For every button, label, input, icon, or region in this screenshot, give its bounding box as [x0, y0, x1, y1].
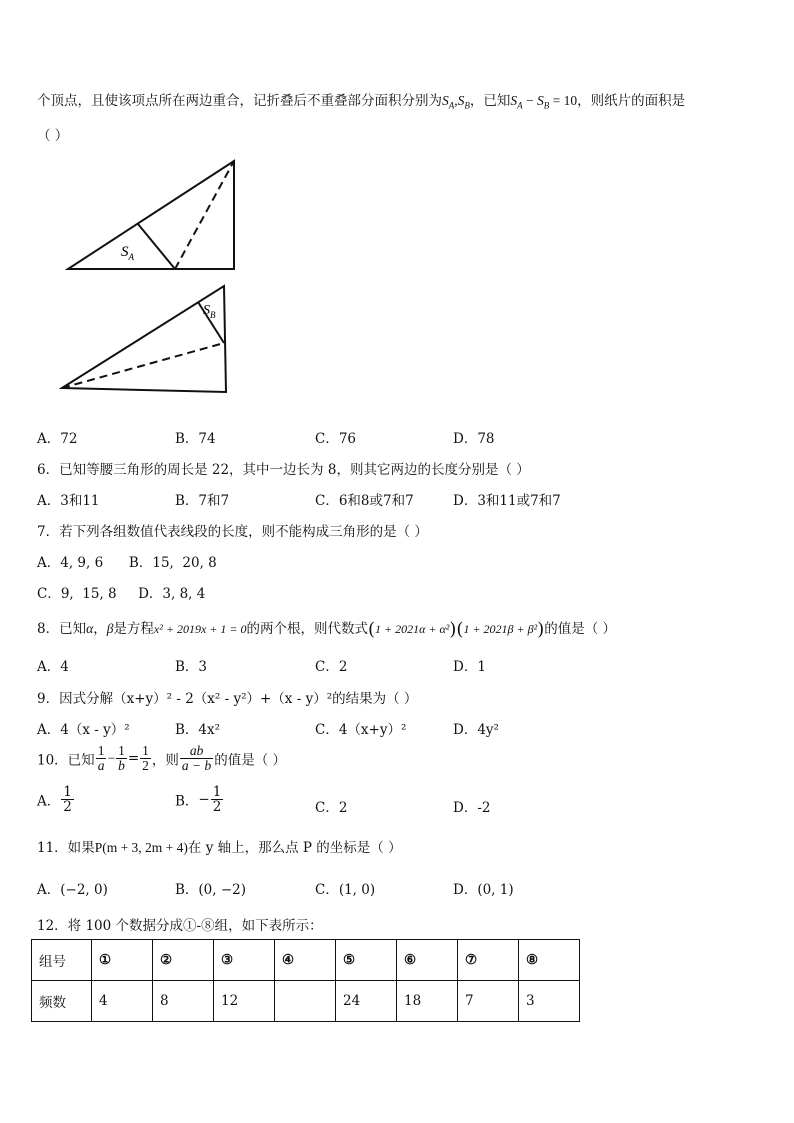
- q8-option-b[interactable]: B．3: [175, 659, 208, 675]
- q9-option-a[interactable]: A．4（x - y）²: [37, 722, 130, 738]
- q6-option-b[interactable]: B．7和7: [175, 493, 230, 509]
- fraction-1-over-b: $\frac{1}{b}$: [118, 743, 125, 774]
- table-header-cell: 组号: [32, 940, 92, 981]
- q5-text-mid: ，已知: [469, 93, 511, 109]
- fraction-ab-over-a-minus-b: $\frac{ab}{a - b}$: [181, 743, 212, 774]
- q5-option-d[interactable]: D．78: [453, 431, 495, 447]
- q8-equation: x² + 2019x + 1 = 0: [153, 622, 247, 636]
- q6-stem: 6．已知等腰三角形的周长是 22，其中一边长为 8，则其它两边的长度分别是（ ）: [37, 462, 530, 478]
- q11-option-d[interactable]: D．(0, 1): [453, 882, 514, 898]
- q5-condition: $S_A - S_B = 10$: [510, 93, 578, 111]
- q8-expr-1: 1 + 2021α + α²: [375, 622, 450, 636]
- sb-label: $S_B$: [203, 303, 216, 320]
- q7-options-row-1[interactable]: A．4, 9, 6 B．15, 20, 8: [37, 555, 217, 571]
- q11-stem: 11．如果P(m + 3, 2m + 4)在 y 轴上，那么点 P 的坐标是（ ）: [37, 840, 402, 856]
- q5-stem-line: 个顶点，且使该项点所在两边重合，记折叠后不重叠部分面积分别为$S_A,S_B$，已知$S_A - S_B = 10$，则纸片的面积是: [37, 93, 686, 111]
- alpha-symbol: α: [86, 621, 94, 636]
- fraction-1-over-a: $\frac{1}{a}$: [97, 743, 105, 774]
- triangle-2-outline: [62, 286, 226, 392]
- q9-option-c[interactable]: C．4（x+y）²: [315, 722, 407, 738]
- q6-option-c[interactable]: C．6和8或7和7: [315, 493, 414, 509]
- beta-symbol: β: [106, 621, 114, 636]
- table-row: [32, 981, 580, 1022]
- table-cell: 3: [519, 981, 580, 1022]
- q6-option-a[interactable]: A．3和11: [37, 493, 100, 509]
- q10-option-b[interactable]: B．− $\frac{1}{2}$: [175, 784, 222, 816]
- triangle-1-outline: [68, 161, 234, 269]
- table-cell: 12: [214, 981, 275, 1022]
- q7-options-row-2[interactable]: C．9, 15, 8 D．3, 8, 4: [37, 586, 206, 602]
- q8-option-a[interactable]: A．4: [37, 659, 69, 675]
- table-cell: ③: [214, 940, 275, 981]
- q9-option-b[interactable]: B．4x²: [175, 722, 221, 738]
- q5-option-b[interactable]: B．74: [175, 431, 216, 447]
- table-row: [32, 940, 580, 981]
- table-cell: ⑧: [519, 940, 580, 981]
- table-cell: ⑤: [336, 940, 397, 981]
- q12-stem: 12．将 100 个数据分成①-⑧组，如下表所示：: [37, 918, 323, 934]
- sa-label: $S_A$: [121, 244, 134, 262]
- q5-sa: $S_A$: [442, 93, 455, 111]
- q11-option-a[interactable]: A．(−2, 0): [37, 882, 108, 898]
- q8-expr-2: 1 + 2021β + β²: [463, 622, 538, 636]
- q5-figure-1: [60, 155, 245, 275]
- q11-point: P(m + 3, 2m + 4): [94, 840, 188, 855]
- q5-text-before: 个顶点，且使该项点所在两边重合，记折叠后不重叠部分面积分别为: [37, 93, 442, 109]
- table-cell: ⑥: [397, 940, 458, 981]
- q6-option-d[interactable]: D．3和11或7和7: [453, 493, 561, 509]
- q5-text-after: ，则纸片的面积是: [577, 93, 686, 109]
- q10-option-a[interactable]: A． $\frac{1}{2}$: [37, 784, 72, 816]
- q8-option-d[interactable]: D．1: [453, 659, 486, 675]
- q10-option-d[interactable]: D．-2: [453, 800, 491, 816]
- q8-stem: 8．已知α，β是方程x² + 2019x + 1 = 0的两个根，则代数式(1 + 2021α + α²)(1 + 2021β + β²)的值是（ ）: [37, 619, 617, 640]
- table-cell-blank[interactable]: [275, 981, 336, 1022]
- q5-sb: $S_B$: [457, 93, 470, 111]
- q9-stem: 9．因式分解（x+y）² - 2（x² - y²）+（x - y）²的结果为（ ）: [37, 691, 418, 707]
- table-cell: ①: [92, 940, 153, 981]
- q10-stem: 10．已知 $\frac{1}{a}$ − $\frac{1}{b}$ = $\frac{1}{2}$ ，则 $\frac{ab}{a - b}$ 的值是（ ）: [37, 743, 287, 774]
- table-cell: 7: [458, 981, 519, 1022]
- q9-option-d[interactable]: D．4y²: [453, 722, 499, 738]
- table-cell: 24: [336, 981, 397, 1022]
- q10-option-c[interactable]: C．2: [315, 800, 348, 816]
- table-cell: 18: [397, 981, 458, 1022]
- fold-line-1: [138, 224, 175, 269]
- q11-option-c[interactable]: C．(1, 0): [315, 882, 376, 898]
- q7-stem: 7．若下列各组数值代表线段的长度，则不能构成三角形的是（ ）: [37, 524, 428, 540]
- q5-option-a[interactable]: A．72: [37, 431, 78, 447]
- q5-answer-paren: （ ）: [37, 128, 69, 144]
- table-cell: ④: [275, 940, 336, 981]
- fold-line-2: [198, 302, 224, 343]
- option-a-fraction: $\frac{1}{2}$: [63, 784, 72, 816]
- table-header-cell: 频数: [32, 981, 92, 1022]
- table-cell: ⑦: [458, 940, 519, 981]
- q5-figure-2: [56, 282, 236, 397]
- table-cell: 4: [92, 981, 153, 1022]
- fraction-1-over-2: $\frac{1}{2}$: [142, 743, 149, 774]
- frequency-table: [31, 939, 580, 1022]
- crease-dashed-2: [62, 343, 224, 388]
- crease-dashed-1: [175, 161, 234, 269]
- q5-option-c[interactable]: C．76: [315, 431, 357, 447]
- q11-option-b[interactable]: B．(0, −2): [175, 882, 247, 898]
- table-cell: ②: [153, 940, 214, 981]
- q8-option-c[interactable]: C．2: [315, 659, 348, 675]
- option-b-fraction: $\frac{1}{2}$: [212, 784, 222, 816]
- table-cell: 8: [153, 981, 214, 1022]
